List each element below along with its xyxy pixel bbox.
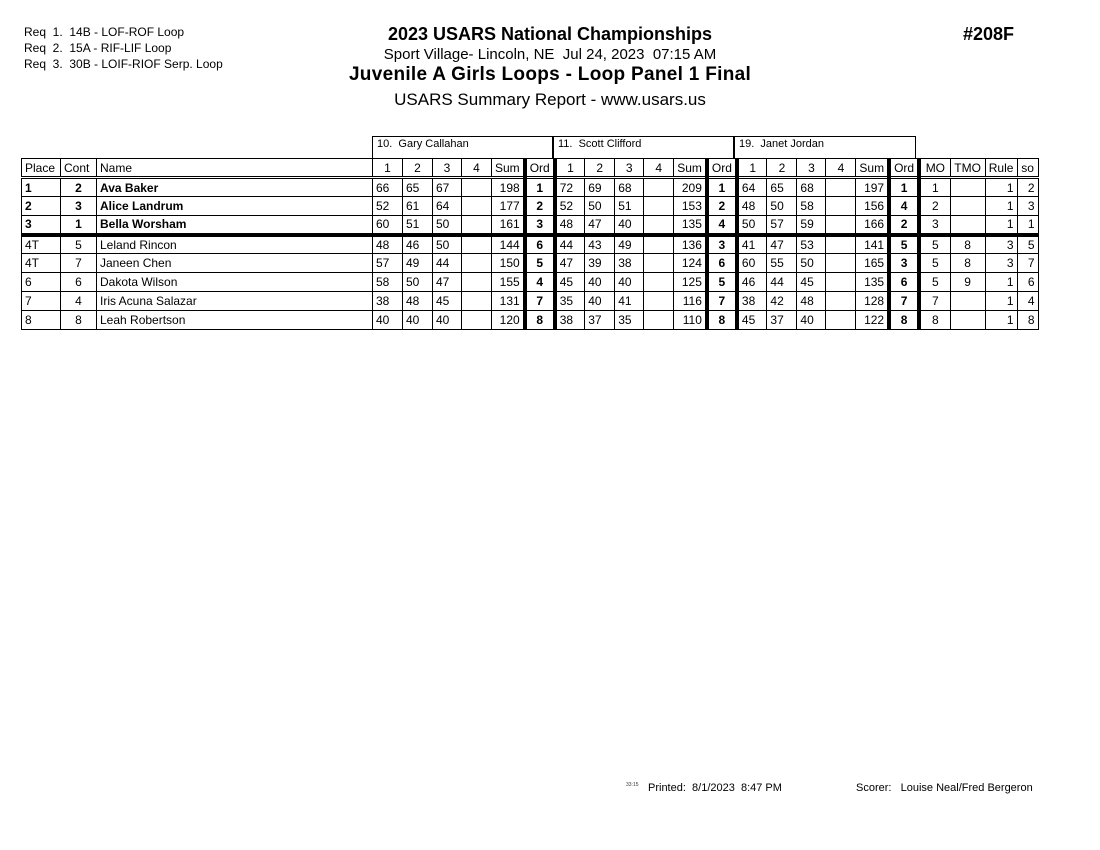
judge-3-score-1: 46 bbox=[737, 273, 767, 292]
col-j1-s1: 1 bbox=[373, 159, 403, 178]
judge-3-sum: 128 bbox=[856, 292, 889, 311]
judge-3-score-4 bbox=[826, 311, 856, 330]
judge-3-score-4 bbox=[826, 273, 856, 292]
judge-3-ordinal: 1 bbox=[889, 178, 919, 197]
judge-2-sum: 124 bbox=[674, 254, 707, 273]
judge-3-score-3: 59 bbox=[797, 216, 826, 235]
judge-3-score-1: 60 bbox=[737, 254, 767, 273]
place-cell: 8 bbox=[22, 311, 61, 330]
judge-2-ordinal: 3 bbox=[707, 235, 737, 254]
rule-cell: 1 bbox=[985, 216, 1017, 235]
judge-3-score-1: 41 bbox=[737, 235, 767, 254]
judge-2-score-4 bbox=[644, 178, 674, 197]
table-row bbox=[22, 273, 1039, 292]
table-row bbox=[22, 292, 1039, 311]
col-j2-s2: 2 bbox=[585, 159, 615, 178]
judge-3-sum: 165 bbox=[856, 254, 889, 273]
col-j1-ord: Ord bbox=[525, 159, 555, 178]
judge-1-sum: 131 bbox=[492, 292, 525, 311]
judge-3-score-3: 68 bbox=[797, 178, 826, 197]
col-j3-s4: 4 bbox=[826, 159, 856, 178]
so-cell: 6 bbox=[1017, 273, 1038, 292]
cont-cell: 7 bbox=[61, 254, 97, 273]
so-cell: 7 bbox=[1017, 254, 1038, 273]
judge-3-score-1: 48 bbox=[737, 197, 767, 216]
judge-3-sum: 166 bbox=[856, 216, 889, 235]
judge-2-score-2: 39 bbox=[585, 254, 615, 273]
requirement-2: Req 2. 15A - RIF-LIF Loop bbox=[24, 41, 172, 55]
table-row bbox=[22, 254, 1039, 273]
judge-3-score-3: 53 bbox=[797, 235, 826, 254]
name-cell: Iris Acuna Salazar bbox=[97, 292, 373, 311]
mo-cell: 5 bbox=[919, 235, 950, 254]
judge-1-ordinal: 8 bbox=[525, 311, 555, 330]
col-place: Place bbox=[22, 159, 61, 178]
mo-cell: 5 bbox=[919, 254, 950, 273]
judge-1-ordinal: 6 bbox=[525, 235, 555, 254]
cont-cell: 4 bbox=[61, 292, 97, 311]
judge-3-ordinal: 8 bbox=[889, 311, 919, 330]
judge-3-ordinal: 2 bbox=[889, 216, 919, 235]
judge-1-sum: 120 bbox=[492, 311, 525, 330]
judge-1-score-2: 49 bbox=[403, 254, 433, 273]
judge-1-score-3: 44 bbox=[433, 254, 462, 273]
judge-3-score-2: 50 bbox=[767, 197, 797, 216]
col-j3-ord: Ord bbox=[889, 159, 919, 178]
tmo-cell bbox=[950, 216, 985, 235]
place-cell: 4T bbox=[22, 235, 61, 254]
judge-3-ordinal: 5 bbox=[889, 235, 919, 254]
judge-3-score-4 bbox=[826, 197, 856, 216]
judge-1-score-4 bbox=[462, 216, 492, 235]
place-cell: 4T bbox=[22, 254, 61, 273]
scorer-credit: Scorer: Louise Neal/Fred Bergeron bbox=[856, 782, 1033, 794]
judge-3-score-4 bbox=[826, 235, 856, 254]
place-cell: 6 bbox=[22, 273, 61, 292]
judge-2-score-3: 40 bbox=[615, 216, 644, 235]
rule-cell: 1 bbox=[985, 178, 1017, 197]
judge-1-sum: 144 bbox=[492, 235, 525, 254]
cont-cell: 5 bbox=[61, 235, 97, 254]
place-cell: 1 bbox=[22, 178, 61, 197]
judge-1-score-1: 52 bbox=[373, 197, 403, 216]
judge-1-score-4 bbox=[462, 197, 492, 216]
judge-2-score-1: 48 bbox=[555, 216, 585, 235]
judge-3-sum: 197 bbox=[856, 178, 889, 197]
requirement-3: Req 3. 30B - LOIF-RIOF Serp. Loop bbox=[24, 57, 223, 71]
judge-1-sum: 161 bbox=[492, 216, 525, 235]
judge-2-score-1: 35 bbox=[555, 292, 585, 311]
judge-3-sum: 122 bbox=[856, 311, 889, 330]
judge-1-score-4 bbox=[462, 292, 492, 311]
mo-cell: 1 bbox=[919, 178, 950, 197]
rule-cell: 1 bbox=[985, 273, 1017, 292]
judge-3-score-2: 65 bbox=[767, 178, 797, 197]
judge-1-sum: 150 bbox=[492, 254, 525, 273]
judge-1-ordinal: 4 bbox=[525, 273, 555, 292]
judge-1-score-3: 64 bbox=[433, 197, 462, 216]
judge-2-score-2: 40 bbox=[585, 273, 615, 292]
print-code: 33:15 bbox=[626, 782, 639, 788]
judge-2-sum: 125 bbox=[674, 273, 707, 292]
judge-3-score-4 bbox=[826, 178, 856, 197]
venue-date: Sport Village- Lincoln, NE Jul 24, 2023 07:15 AM bbox=[383, 46, 717, 63]
rule-cell: 1 bbox=[985, 311, 1017, 330]
judge-1-ordinal: 5 bbox=[525, 254, 555, 273]
requirement-1: Req 1. 14B - LOF-ROF Loop bbox=[24, 25, 185, 39]
judge-1-score-2: 51 bbox=[403, 216, 433, 235]
judge-1-sum: 198 bbox=[492, 178, 525, 197]
judge-2-score-3: 51 bbox=[615, 197, 644, 216]
judge-3-score-2: 57 bbox=[767, 216, 797, 235]
judge-3-score-1: 50 bbox=[737, 216, 767, 235]
judge-2-score-1: 44 bbox=[555, 235, 585, 254]
col-j3-s2: 2 bbox=[767, 159, 797, 178]
judge-2-score-3: 49 bbox=[615, 235, 644, 254]
judge-1-score-4 bbox=[462, 235, 492, 254]
mo-cell: 3 bbox=[919, 216, 950, 235]
place-cell: 2 bbox=[22, 197, 61, 216]
table-row bbox=[22, 178, 1039, 197]
judge-2-score-2: 47 bbox=[585, 216, 615, 235]
judge-1-score-2: 46 bbox=[403, 235, 433, 254]
cont-cell: 1 bbox=[61, 216, 97, 235]
so-cell: 4 bbox=[1017, 292, 1038, 311]
report-subtitle: USARS Summary Report - www.usars.us bbox=[394, 90, 706, 109]
tmo-cell bbox=[950, 197, 985, 216]
judge-2-score-4 bbox=[644, 197, 674, 216]
judge-3-ordinal: 3 bbox=[889, 254, 919, 273]
name-cell: Leah Robertson bbox=[97, 311, 373, 330]
col-j3-s3: 3 bbox=[797, 159, 826, 178]
judge-3-score-2: 55 bbox=[767, 254, 797, 273]
judge-3-score-4 bbox=[826, 254, 856, 273]
judge-1-score-2: 50 bbox=[403, 273, 433, 292]
judge-1-score-3: 47 bbox=[433, 273, 462, 292]
so-cell: 2 bbox=[1017, 178, 1038, 197]
rule-cell: 3 bbox=[985, 254, 1017, 273]
judge-1-score-4 bbox=[462, 254, 492, 273]
judge-1-score-4 bbox=[462, 311, 492, 330]
col-j1-sum: Sum bbox=[492, 159, 525, 178]
col-cont: Cont bbox=[61, 159, 97, 178]
judge-1-score-1: 57 bbox=[373, 254, 403, 273]
judge-2-sum: 116 bbox=[674, 292, 707, 311]
mo-cell: 2 bbox=[919, 197, 950, 216]
so-cell: 3 bbox=[1017, 197, 1038, 216]
rule-cell: 1 bbox=[985, 292, 1017, 311]
judge-1-ordinal: 2 bbox=[525, 197, 555, 216]
rule-cell: 3 bbox=[985, 235, 1017, 254]
name-cell: Alice Landrum bbox=[97, 197, 373, 216]
table-row bbox=[22, 235, 1039, 254]
judge-2-ordinal: 1 bbox=[707, 178, 737, 197]
judge-header-3: 19. Janet Jordan bbox=[734, 136, 916, 158]
judge-3-score-3: 45 bbox=[797, 273, 826, 292]
judge-2-sum: 135 bbox=[674, 216, 707, 235]
judge-1-sum: 177 bbox=[492, 197, 525, 216]
tmo-cell: 8 bbox=[950, 254, 985, 273]
judge-2-score-3: 41 bbox=[615, 292, 644, 311]
judge-3-score-2: 42 bbox=[767, 292, 797, 311]
judge-3-score-4 bbox=[826, 216, 856, 235]
results-table bbox=[21, 158, 1039, 330]
judge-3-score-3: 40 bbox=[797, 311, 826, 330]
judge-3-ordinal: 4 bbox=[889, 197, 919, 216]
judge-1-ordinal: 1 bbox=[525, 178, 555, 197]
judge-1-score-2: 65 bbox=[403, 178, 433, 197]
competition-title: 2023 USARS National Championships bbox=[387, 24, 713, 44]
judge-2-ordinal: 7 bbox=[707, 292, 737, 311]
judge-3-score-1: 45 bbox=[737, 311, 767, 330]
tmo-cell bbox=[950, 311, 985, 330]
name-cell: Janeen Chen bbox=[97, 254, 373, 273]
judge-2-score-4 bbox=[644, 235, 674, 254]
judge-2-sum: 153 bbox=[674, 197, 707, 216]
mo-cell: 7 bbox=[919, 292, 950, 311]
col-j2-s1: 1 bbox=[555, 159, 585, 178]
so-cell: 1 bbox=[1017, 216, 1038, 235]
judge-header-1: 10. Gary Callahan bbox=[372, 136, 553, 158]
judge-1-score-1: 38 bbox=[373, 292, 403, 311]
judge-3-score-3: 48 bbox=[797, 292, 826, 311]
judge-3-score-3: 50 bbox=[797, 254, 826, 273]
judge-3-sum: 156 bbox=[856, 197, 889, 216]
column-header-row bbox=[22, 159, 1039, 178]
judge-1-score-3: 50 bbox=[433, 235, 462, 254]
event-number: #208F bbox=[963, 24, 1015, 44]
rule-cell: 1 bbox=[985, 197, 1017, 216]
judge-2-score-3: 68 bbox=[615, 178, 644, 197]
judge-3-sum: 141 bbox=[856, 235, 889, 254]
judge-3-score-1: 38 bbox=[737, 292, 767, 311]
judge-3-score-1: 64 bbox=[737, 178, 767, 197]
col-j1-s2: 2 bbox=[403, 159, 433, 178]
cont-cell: 8 bbox=[61, 311, 97, 330]
col-j1-s3: 3 bbox=[433, 159, 462, 178]
judge-2-score-2: 43 bbox=[585, 235, 615, 254]
judge-2-score-3: 38 bbox=[615, 254, 644, 273]
judge-3-score-3: 58 bbox=[797, 197, 826, 216]
judge-2-sum: 209 bbox=[674, 178, 707, 197]
col-so: so bbox=[1017, 159, 1038, 178]
judge-2-score-3: 35 bbox=[615, 311, 644, 330]
judge-1-ordinal: 3 bbox=[525, 216, 555, 235]
judge-2-ordinal: 4 bbox=[707, 216, 737, 235]
name-cell: Leland Rincon bbox=[97, 235, 373, 254]
name-cell: Bella Worsham bbox=[97, 216, 373, 235]
judge-3-score-2: 47 bbox=[767, 235, 797, 254]
judge-2-score-4 bbox=[644, 311, 674, 330]
judge-1-score-4 bbox=[462, 178, 492, 197]
name-cell: Ava Baker bbox=[97, 178, 373, 197]
printed-timestamp: Printed: 8/1/2023 8:47 PM bbox=[648, 782, 782, 794]
judge-2-ordinal: 6 bbox=[707, 254, 737, 273]
judge-2-score-4 bbox=[644, 254, 674, 273]
judge-2-score-2: 37 bbox=[585, 311, 615, 330]
judge-1-score-1: 60 bbox=[373, 216, 403, 235]
judge-2-score-2: 69 bbox=[585, 178, 615, 197]
name-cell: Dakota Wilson bbox=[97, 273, 373, 292]
col-j2-sum: Sum bbox=[674, 159, 707, 178]
event-title: Juvenile A Girls Loops - Loop Panel 1 Final bbox=[348, 64, 752, 85]
judge-2-score-1: 72 bbox=[555, 178, 585, 197]
tmo-cell: 8 bbox=[950, 235, 985, 254]
table-row bbox=[22, 311, 1039, 330]
judge-1-score-3: 50 bbox=[433, 216, 462, 235]
cont-cell: 6 bbox=[61, 273, 97, 292]
judge-2-ordinal: 8 bbox=[707, 311, 737, 330]
judge-2-score-4 bbox=[644, 216, 674, 235]
judge-1-ordinal: 7 bbox=[525, 292, 555, 311]
judge-1-score-2: 48 bbox=[403, 292, 433, 311]
judge-1-score-1: 66 bbox=[373, 178, 403, 197]
so-cell: 5 bbox=[1017, 235, 1038, 254]
judge-2-score-1: 47 bbox=[555, 254, 585, 273]
judge-3-score-2: 44 bbox=[767, 273, 797, 292]
judge-2-score-2: 40 bbox=[585, 292, 615, 311]
judge-1-score-3: 40 bbox=[433, 311, 462, 330]
tmo-cell bbox=[950, 178, 985, 197]
judge-3-score-4 bbox=[826, 292, 856, 311]
col-j2-ord: Ord bbox=[707, 159, 737, 178]
judge-2-score-1: 38 bbox=[555, 311, 585, 330]
col-rule: Rule bbox=[985, 159, 1017, 178]
requirements-list bbox=[24, 24, 223, 72]
mo-cell: 5 bbox=[919, 273, 950, 292]
col-tmo: TMO bbox=[950, 159, 985, 178]
so-cell: 8 bbox=[1017, 311, 1038, 330]
judge-1-score-1: 58 bbox=[373, 273, 403, 292]
judge-3-score-2: 37 bbox=[767, 311, 797, 330]
cont-cell: 2 bbox=[61, 178, 97, 197]
col-j3-s1: 1 bbox=[737, 159, 767, 178]
mo-cell: 8 bbox=[919, 311, 950, 330]
judge-2-score-1: 52 bbox=[555, 197, 585, 216]
cont-cell: 3 bbox=[61, 197, 97, 216]
judge-header-2: 11. Scott Clifford bbox=[553, 136, 734, 158]
tmo-cell bbox=[950, 292, 985, 311]
judge-3-ordinal: 7 bbox=[889, 292, 919, 311]
judge-2-score-4 bbox=[644, 292, 674, 311]
judge-3-ordinal: 6 bbox=[889, 273, 919, 292]
tmo-cell: 9 bbox=[950, 273, 985, 292]
judge-1-score-1: 48 bbox=[373, 235, 403, 254]
judge-2-ordinal: 5 bbox=[707, 273, 737, 292]
table-row bbox=[22, 197, 1039, 216]
judge-1-score-2: 61 bbox=[403, 197, 433, 216]
judge-2-score-2: 50 bbox=[585, 197, 615, 216]
judge-1-score-2: 40 bbox=[403, 311, 433, 330]
col-j2-s4: 4 bbox=[644, 159, 674, 178]
judge-3-sum: 135 bbox=[856, 273, 889, 292]
judge-2-score-1: 45 bbox=[555, 273, 585, 292]
place-cell: 3 bbox=[22, 216, 61, 235]
judge-2-sum: 136 bbox=[674, 235, 707, 254]
judge-1-score-3: 67 bbox=[433, 178, 462, 197]
judge-1-score-1: 40 bbox=[373, 311, 403, 330]
judge-2-score-3: 40 bbox=[615, 273, 644, 292]
table-row bbox=[22, 216, 1039, 235]
col-j1-s4: 4 bbox=[462, 159, 492, 178]
col-j3-sum: Sum bbox=[856, 159, 889, 178]
judge-1-sum: 155 bbox=[492, 273, 525, 292]
judge-1-score-3: 45 bbox=[433, 292, 462, 311]
col-mo: MO bbox=[919, 159, 950, 178]
judge-2-sum: 110 bbox=[674, 311, 707, 330]
judge-2-score-4 bbox=[644, 273, 674, 292]
col-j2-s3: 3 bbox=[615, 159, 644, 178]
col-name: Name bbox=[97, 159, 373, 178]
judge-2-ordinal: 2 bbox=[707, 197, 737, 216]
place-cell: 7 bbox=[22, 292, 61, 311]
judge-1-score-4 bbox=[462, 273, 492, 292]
